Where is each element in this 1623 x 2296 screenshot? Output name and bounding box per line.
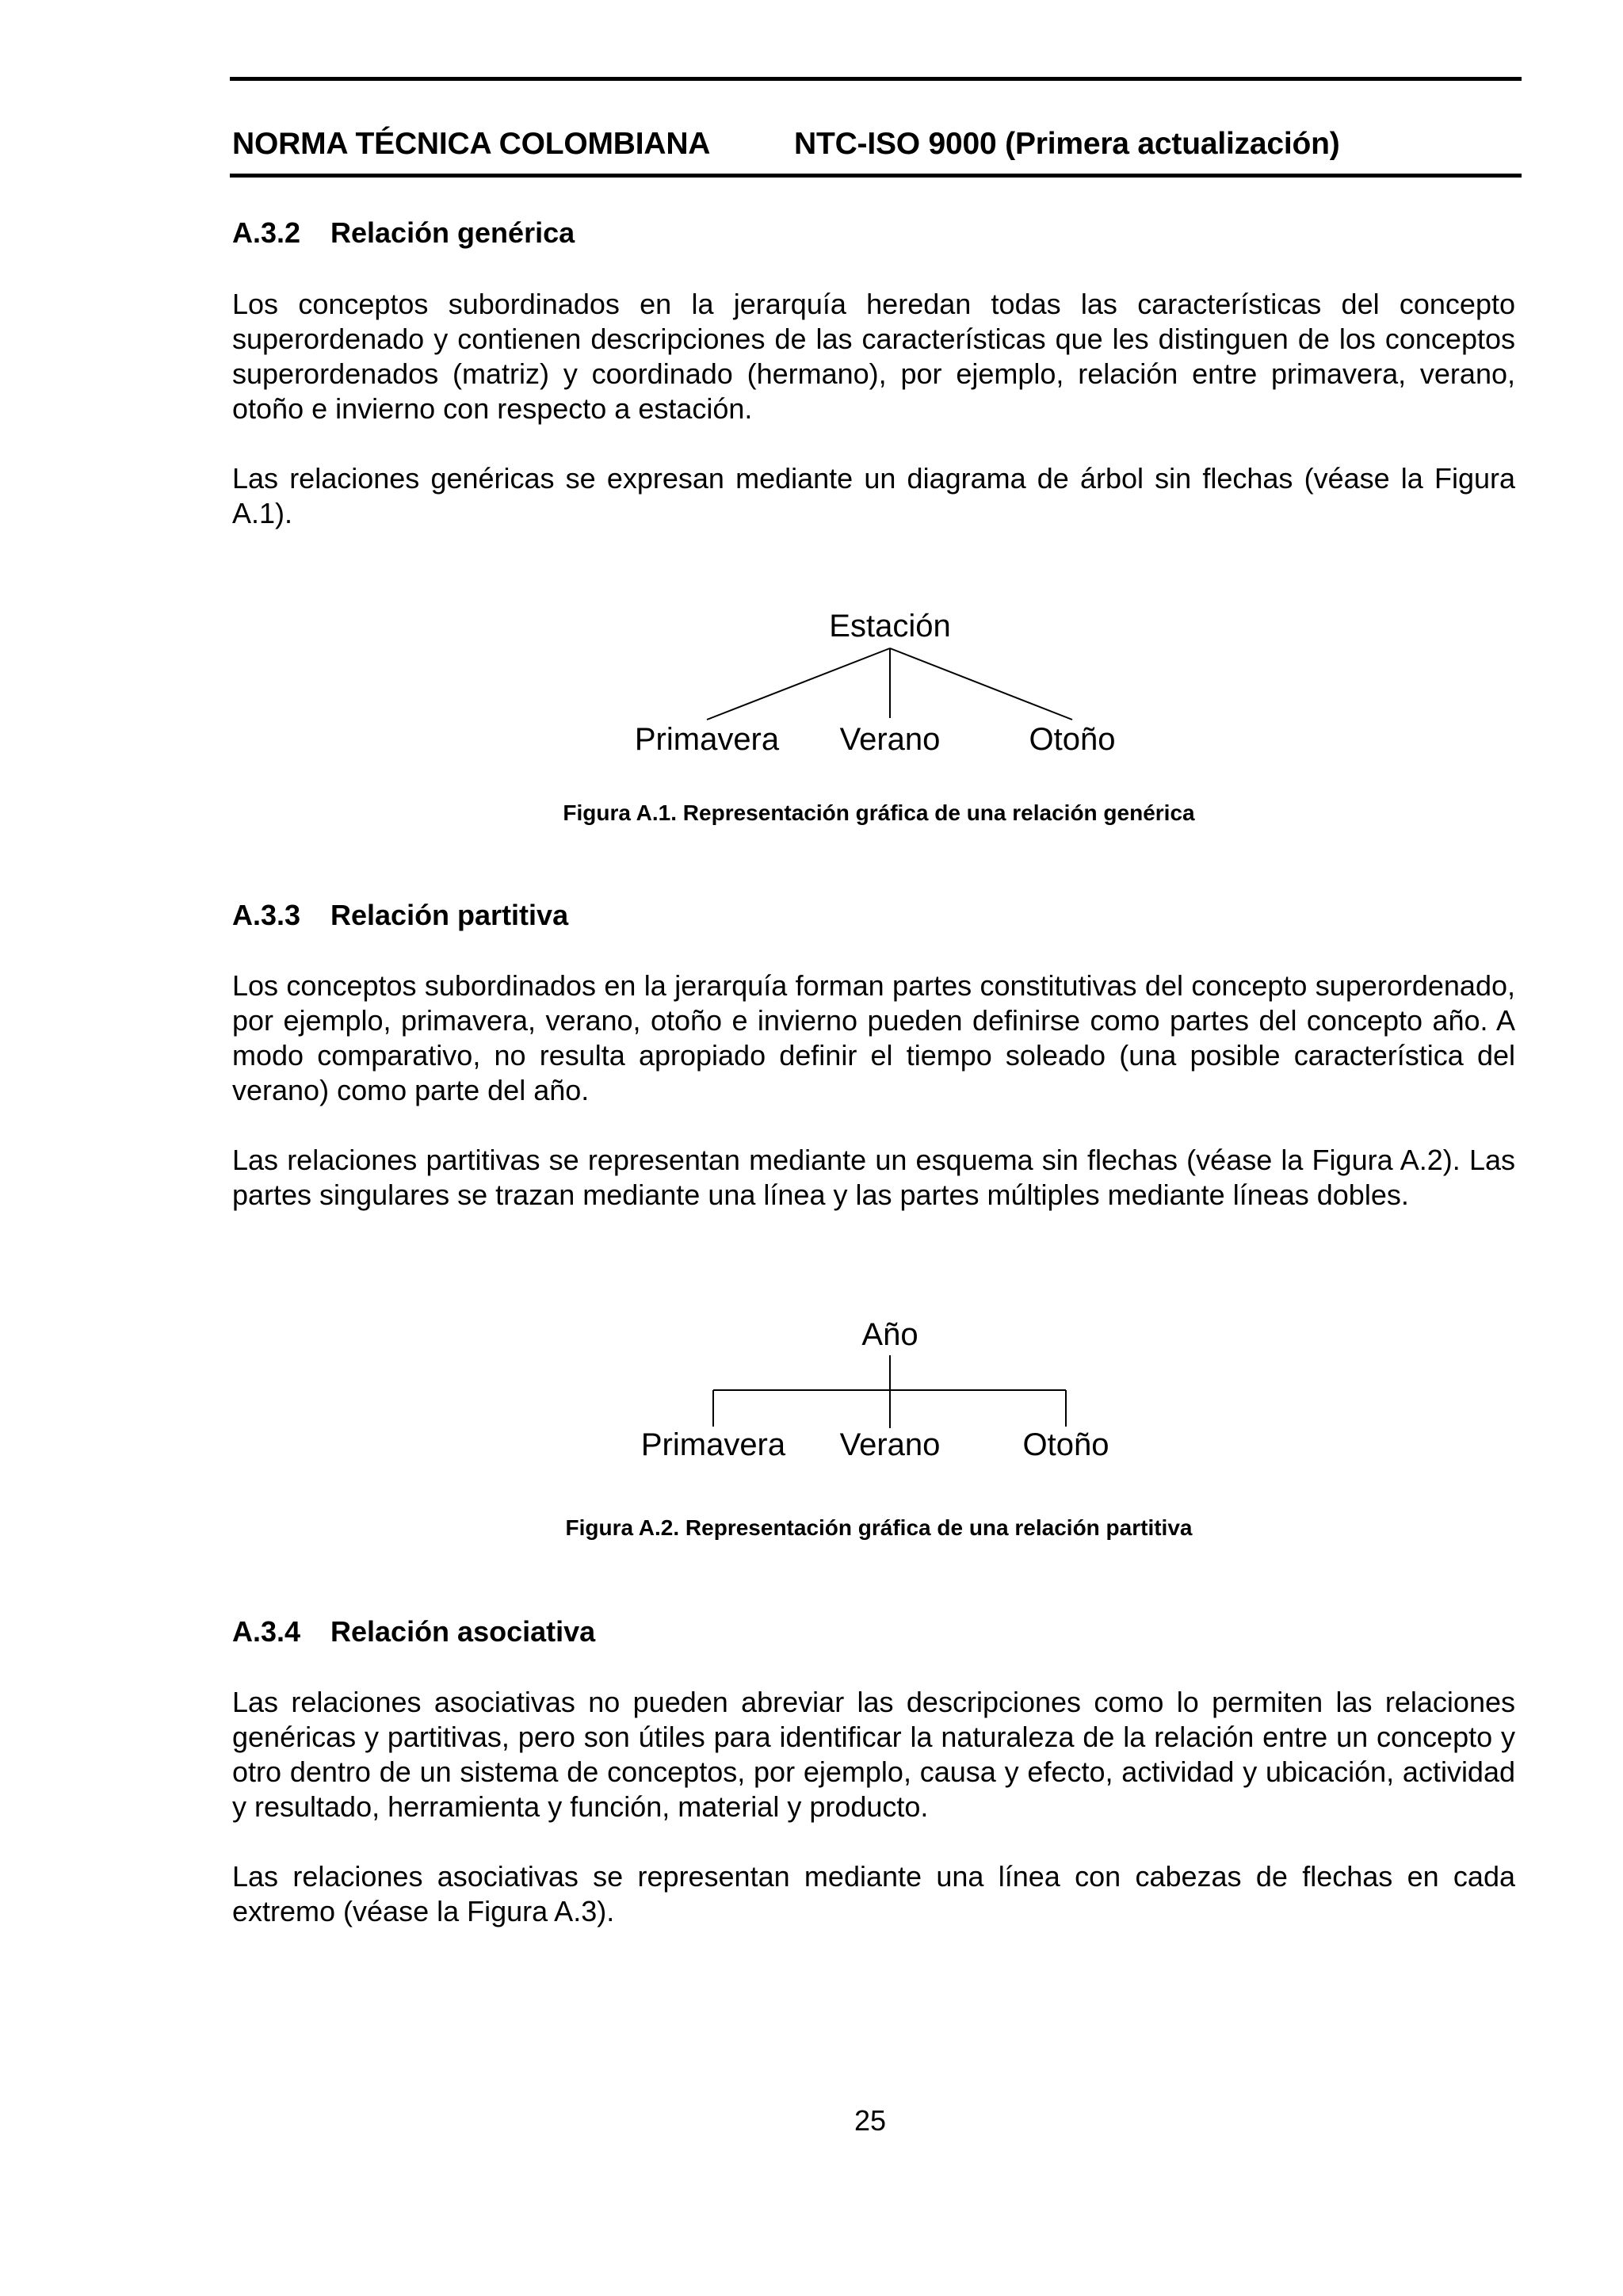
partitive-child-label: Verano: [839, 1427, 941, 1462]
section-title: Relación genérica: [330, 216, 575, 249]
section-number: A.3.2: [232, 216, 301, 249]
section-title: Relación asociativa: [330, 1615, 596, 1648]
header-document-code: NTC-ISO 9000 (Primera actualización): [794, 127, 1340, 161]
figure-a1-tree-diagram: [0, 586, 1623, 777]
section-heading-associative: [232, 1615, 595, 1648]
section-heading-generic: [232, 216, 575, 250]
paragraph: Las relaciones asociativas no pueden abreviar las descripciones como lo permiten las relaciones genéricas y partitivas, pero son útiles para identificar la naturaleza de la relación entre un concepto y otro dentro de un sistema de conceptos, por ejemplo, causa y efecto, actividad y ubicación, actividad y resultado, herramienta y función, material y producto.: [232, 1686, 1515, 1823]
figure-a2-caption: Figura A.2. Representación gráfica de una relación partitiva: [565, 1515, 1193, 1540]
figure-a1-caption: Figura A.1. Representación gráfica de una relación genérica: [563, 800, 1195, 825]
paragraph: Las relaciones genéricas se expresan mediante un diagrama de árbol sin flechas (véase la Figura A.1).: [232, 462, 1515, 529]
tree-child-label: Verano: [839, 722, 941, 757]
tree-root-label: Estación: [829, 609, 951, 644]
tree-child-label: Primavera: [634, 722, 780, 757]
section-title: Relación partitiva: [330, 899, 569, 931]
section-heading-partitive: [232, 899, 568, 932]
page-number: 25: [854, 2104, 887, 2137]
partitive-child-label: Primavera: [640, 1427, 786, 1462]
tree-child-label: Otoño: [1029, 722, 1116, 757]
tree-branch-left: [707, 648, 890, 720]
paragraph: Las relaciones asociativas se representan mediante una línea con cabezas de flechas en cada extremo (véase la Figura A.3).: [232, 1860, 1515, 1927]
tree-branch-right: [890, 648, 1072, 720]
partitive-child-label: Otoño: [1022, 1427, 1109, 1462]
section-number: A.3.3: [232, 899, 301, 931]
paragraph: Las relaciones partitivas se representan mediante un esquema sin flechas (véase la Figura A.2). Las partes singulares se trazan mediante una línea y las partes múltiples mediante líneas dobles.: [232, 1144, 1515, 1211]
partitive-root-label: Año: [861, 1317, 918, 1352]
section-number: A.3.4: [232, 1615, 301, 1648]
paragraph: Los conceptos subordinados en la jerarquía heredan todas las características del concepto superordenado y contienen descripciones de las características que les distinguen de los conceptos superordenados (matriz) y coordinado (hermano), por ejemplo, relación entre primavera, verano, otoño e invierno con respecto a estación.: [232, 288, 1515, 425]
header-top-rule: [230, 77, 1522, 81]
figure-a2-partitive-diagram: [0, 1300, 1623, 1490]
header-bottom-rule: [230, 174, 1522, 178]
header-standard-name: NORMA TÉCNICA COLOMBIANA: [232, 127, 711, 161]
paragraph: Los conceptos subordinados en la jerarquía forman partes constitutivas del concepto superordenado, por ejemplo, primavera, verano, otoño e invierno pueden definirse como partes del concepto año. A modo comparativo, no resulta apropiado definir el tiempo soleado (una posible característica del verano) como parte del año.: [232, 969, 1515, 1106]
